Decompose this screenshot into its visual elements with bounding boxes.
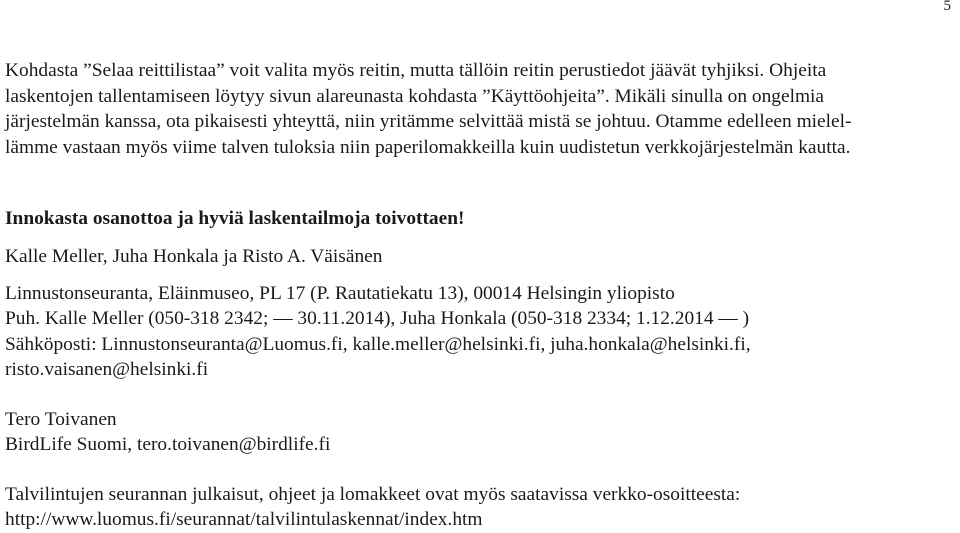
links-block (5, 482, 740, 533)
contact-name: Tero Toivanen (5, 409, 117, 430)
phone-line: Puh. Kalle Meller (050-318 2342; — 30.11.2014), Juha Honkala (050-318 2334; 1.12.2014 — ) (5, 308, 750, 330)
email-line: Sähköposti: Linnustonseuranta@Luomus.fi, kalle.meller@helsinki.fi, juha.honkala@helsinki.fi, (5, 333, 751, 355)
address-block (5, 281, 751, 383)
page-number: 5 (943, 0, 951, 14)
intro-line: Kohdasta ”Selaa reittilistaa” voit valita myös reitin, mutta tällöin reitin perustiedot jäävät tyhjiksi. Ohjeita (5, 60, 827, 81)
greeting-heading: Innokasta osanottoa ja hyviä laskentailmoja toivottaen! (5, 208, 465, 229)
signers-block (5, 244, 382, 269)
links-text: Talvilintujen seurannan julkaisut, ohjeet ja lomakkeet ovat myös saatavissa verkko-osoitteesta: (5, 484, 741, 505)
contact-org: BirdLife Suomi, tero.toivanen@birdlife.fi (5, 434, 331, 456)
signers-names: Kalle Meller, Juha Honkala ja Risto A. Väisänen (5, 246, 383, 267)
address-line: Linnustonseuranta, Eläinmuseo, PL 17 (P. Rautatiekatu 13), 00014 Helsingin yliopisto (5, 283, 675, 304)
intro-line: lämme vastaan myös viime talven tuloksia niin paperilomakkeilla kuin uudistetun verkkojärjestelmän kautta. (5, 136, 851, 158)
contact-block (5, 407, 330, 458)
intro-line: laskentojen tallentamiseen löytyy sivun alareunasta kohdasta ”Käyttöohjeita”. Mikäli sinulla on ongelmia (5, 85, 825, 107)
intro-line: järjestelmän kanssa, ota pikaisesti yhteyttä, niin yritämme selvittää mistä se johtuu. Otamme edelleen mielel- (5, 111, 852, 133)
links-url[interactable]: http://www.luomus.fi/seurannat/talvilintulaskennat/index.htm (5, 509, 483, 531)
email-line: risto.vaisanen@helsinki.fi (5, 359, 209, 381)
intro-paragraph (5, 58, 957, 160)
